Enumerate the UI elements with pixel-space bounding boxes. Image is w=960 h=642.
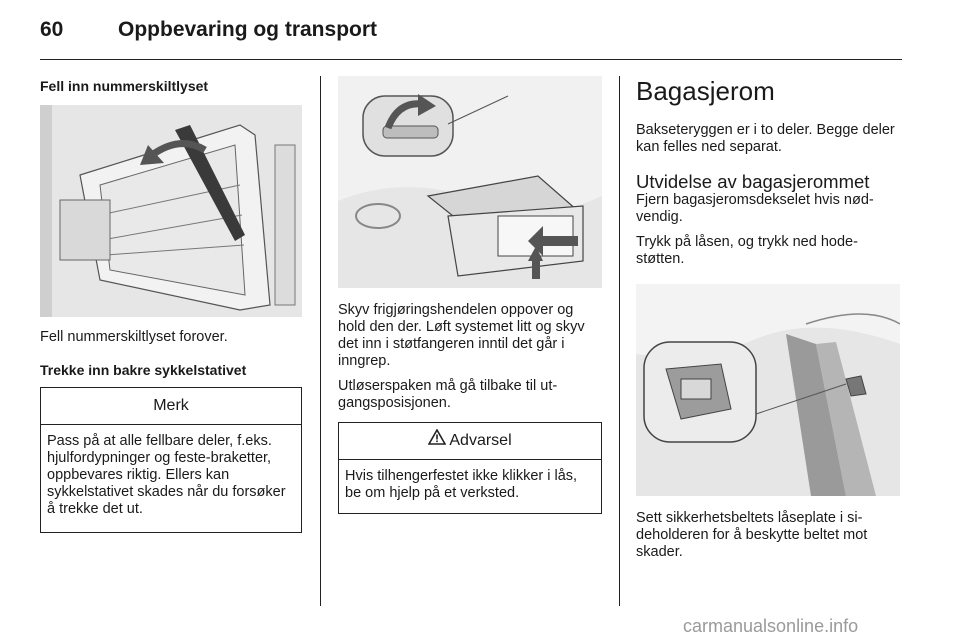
page-header bbox=[40, 18, 920, 58]
subsection-title: Utvidelse av bagasjerommet bbox=[636, 171, 870, 192]
page-number: 60 bbox=[40, 18, 64, 41]
instruction-remove-cover: Fjern bagasjeromsdekselet hvis nød-vendig. bbox=[636, 192, 874, 225]
instruction-lever-return: Utløserspaken må gå tilbake til ut-gangsposisjonen. bbox=[338, 378, 558, 411]
warning-triangle-icon bbox=[428, 423, 446, 459]
warning-text: Hvis tilhengerfestet ikke klikker i lås, be om hjelp på et verksted. bbox=[345, 468, 578, 501]
section-title: Bagasjerom bbox=[636, 76, 775, 106]
warning-box bbox=[338, 422, 602, 514]
heading-license-light: Fell inn nummerskiltlyset bbox=[40, 78, 209, 94]
license-plate-light-illustration bbox=[40, 105, 302, 317]
left-column bbox=[40, 76, 302, 533]
watermark: carmanualsonline.info bbox=[683, 616, 859, 636]
warning-title-row bbox=[339, 423, 601, 460]
bike-carrier-illustration bbox=[338, 76, 602, 288]
seatbelt-holder-illustration bbox=[636, 284, 900, 496]
caption-fold-light: Fell nummerskiltlyset forover. bbox=[40, 329, 228, 345]
instruction-press-lock: Trykk på låsen, og trykk ned hode-støtten. bbox=[636, 234, 858, 267]
middle-column bbox=[338, 76, 602, 514]
caption-seatbelt: Sett sikkerhetsbeltets låseplate i si-deholderen for å beskytte beltet mot skader. bbox=[636, 510, 868, 560]
page-title: Oppbevaring og transport bbox=[118, 18, 378, 41]
note-title: Merk bbox=[41, 388, 301, 425]
header-rule bbox=[40, 59, 902, 60]
note-box bbox=[40, 387, 302, 533]
warning-title: Advarsel bbox=[449, 432, 512, 450]
instruction-push-in: Skyv frigjøringshendelen oppover og hold den der. Løft systemet litt og skyv det inn i støtfangeren inntil det går i inngrep. bbox=[338, 302, 585, 369]
intro-text: Bakseteryggen er i to deler. Begge deler kan felles ned separat. bbox=[636, 122, 895, 155]
right-column bbox=[620, 76, 903, 561]
heading-bike-carrier: Trekke inn bakre sykkelstativet bbox=[40, 362, 247, 378]
column-divider-left bbox=[320, 76, 321, 606]
note-text: Pass på at alle fellbare deler, f.eks. hjulfordypninger og feste-braketter, oppbevares riktig. Ellers kan sykkelstativet skades når du forsøker å trekke det ut. bbox=[47, 433, 286, 517]
